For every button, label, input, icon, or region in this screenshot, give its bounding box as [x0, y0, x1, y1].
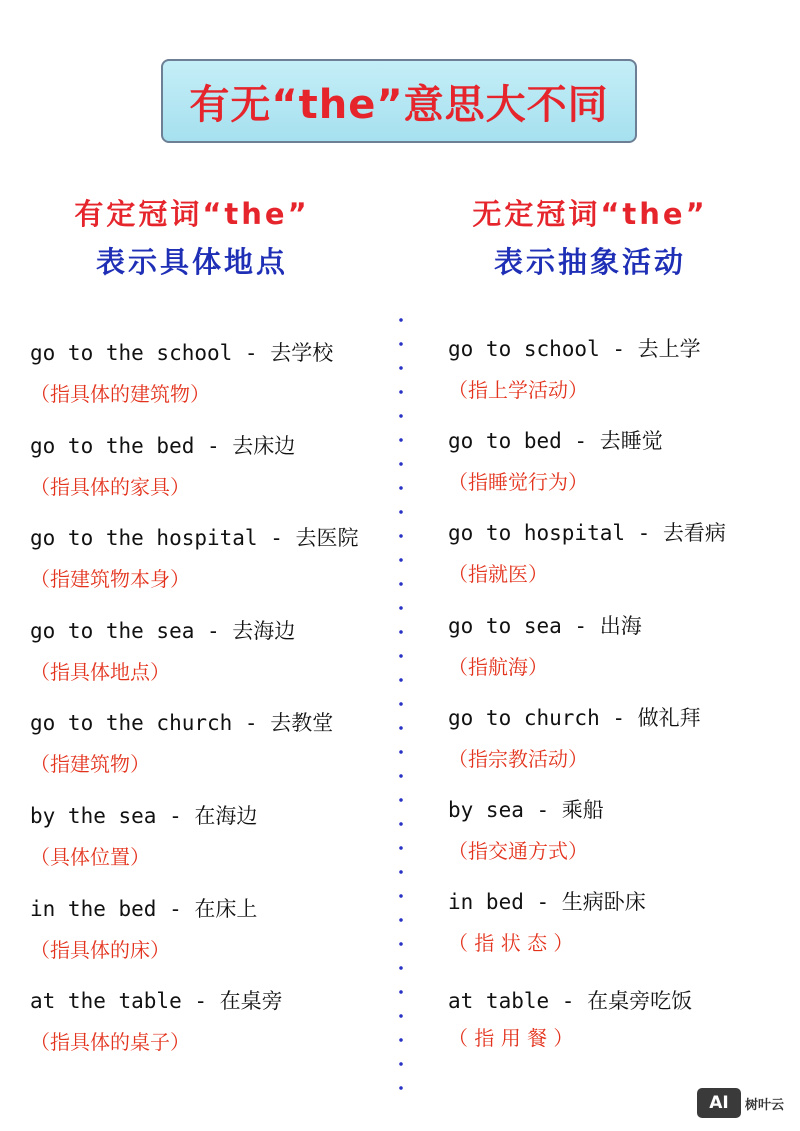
left-entry: [30, 708, 333, 779]
entry-phrase: go to hospital - 去看病: [448, 521, 726, 545]
entry-phrase: go to school - 去上学: [448, 337, 701, 361]
entry-phrase: by sea - 乘船: [448, 798, 604, 822]
entry-phrase: go to church - 做礼拜: [448, 706, 701, 730]
right-entry: [448, 887, 646, 958]
entry-note: （指睡觉行为）: [448, 470, 588, 494]
left-entry: [30, 523, 359, 594]
entry-phrase: go to the sea - 去海边: [30, 619, 296, 643]
entry-note: （ 指 状 态 ）: [448, 931, 574, 955]
entry-note: （指建筑物本身）: [30, 567, 190, 591]
left-entry: [30, 986, 283, 1057]
left-entry: [30, 431, 295, 502]
left-entry: [30, 616, 295, 687]
entry-note: （指具体的桌子）: [30, 1030, 190, 1054]
entry-phrase: by the sea - 在海边: [30, 804, 258, 828]
dotted-divider: [398, 308, 404, 1100]
entry-note: （指上学活动）: [448, 378, 588, 402]
left-entry: [30, 894, 257, 965]
entry-note: （指建筑物）: [30, 752, 150, 776]
watermark: [697, 1086, 784, 1120]
entry-note: （指具体的建筑物）: [30, 382, 210, 406]
entry-note: （指具体的床）: [30, 938, 170, 962]
entry-note: （指具体地点）: [30, 660, 170, 684]
left-entry: [30, 338, 333, 409]
right-entry: [448, 334, 701, 405]
right-entry: [448, 795, 604, 866]
right-entry: [448, 703, 701, 774]
entry-phrase: at the table - 在桌旁: [30, 989, 283, 1013]
left-column-heading: [32, 190, 352, 286]
entry-phrase: in the bed - 在床上: [30, 897, 258, 921]
watermark-text: 树叶云: [745, 1097, 785, 1113]
page-title: 有无“the”意思大不同: [161, 59, 637, 143]
right-entry: [448, 611, 642, 682]
entry-phrase: in bed - 生病卧床: [448, 890, 646, 914]
entry-phrase: at table - 在桌旁吃饭: [448, 989, 693, 1013]
entry-phrase: go to the school - 去学校: [30, 341, 334, 365]
entry-phrase: go to bed - 去睡觉: [448, 429, 663, 453]
entry-note: （指航海）: [448, 655, 548, 679]
left-heading-line2: 表示具体地点: [95, 245, 288, 279]
right-entry: [448, 426, 663, 497]
entry-note: （指就医）: [448, 562, 548, 586]
entry-phrase: go to the church - 去教堂: [30, 711, 334, 735]
entry-note: （具体位置）: [30, 845, 150, 869]
entry-note: （指宗教活动）: [448, 747, 588, 771]
watermark-logo: AI: [697, 1088, 741, 1118]
entry-note: （ 指 用 餐 ）: [448, 1026, 574, 1050]
right-entry: [448, 518, 726, 589]
entry-note: （指具体的家具）: [30, 475, 190, 499]
right-heading-line1: 无定冠词“the”: [472, 197, 708, 231]
entry-phrase: go to the hospital - 去医院: [30, 526, 359, 550]
right-entry: [448, 986, 692, 1053]
left-heading-line1: 有定冠词“the”: [74, 197, 310, 231]
right-heading-line2: 表示抽象活动: [493, 245, 686, 279]
right-column-heading: [430, 190, 750, 286]
entry-note: （指交通方式）: [448, 839, 588, 863]
entry-phrase: go to sea - 出海: [448, 614, 642, 638]
left-entry: [30, 801, 257, 872]
entry-phrase: go to the bed - 去床边: [30, 434, 296, 458]
